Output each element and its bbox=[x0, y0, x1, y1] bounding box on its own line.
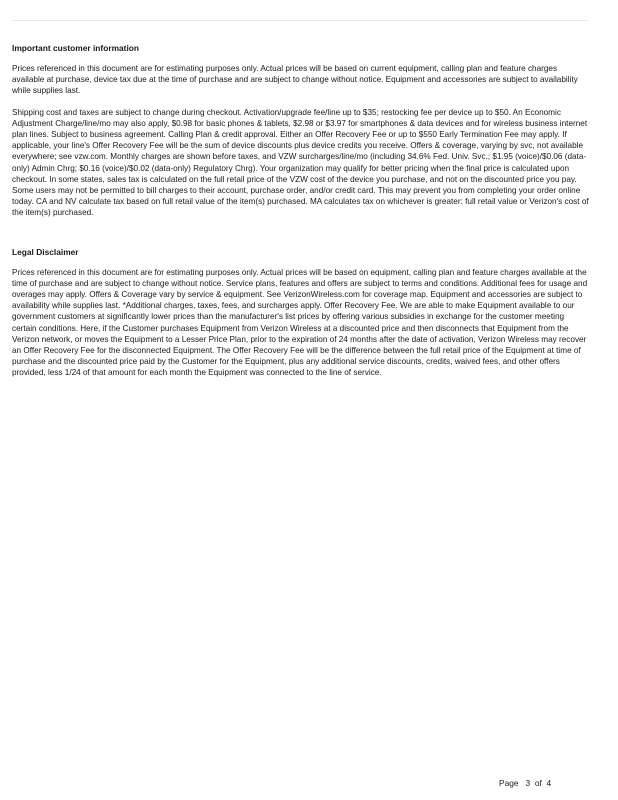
page-number: Page 3 of 4 bbox=[499, 778, 552, 788]
legal-paragraph: Prices referenced in this document are for estimating purposes only. Actual prices will be based on equipment, calling plan and feature charges available at the time of purchase and are subject to change without notice. Service plans, features and offers are subject to terms and conditions. Additional fees for usage and overages may apply. Offers & Coverage vary by service & equipment. See VerizonWireless.com for coverage map. Equipment and accessories are subject to availability while supplies last. *Additional charges, taxes, fees, and surcharges apply. Offer Recovery Fee. We are able to make Equipment available to our government customers at significantly lower prices than the manufacturer's list prices by offering various subsidies in exchange for the customer meeting certain conditions. Here, if the Customer purchases Equipment from Verizon Wireless at a discounted price and then disconnects that Equipment from the Verizon network, or moves the Equipment to a Lesser Price Plan, prior to the expiration of 24 months after the date of activation, Verizon Wireless may recover an Offer Recovery Fee for the disconnected Equipment. The Offer Recovery Fee will be the difference between the full retail price of the Equipment at time of purchase and the discounted price paid by the Customer for the Equipment, plus any additional service discounts, credits, waived fees, and other offers provided, less 1/24 of that amount for each month the Equipment was connected to the line of service. bbox=[12, 267, 588, 378]
legal-disclaimer-section bbox=[12, 247, 590, 379]
important-customer-information-section bbox=[12, 43, 590, 219]
top-divider bbox=[12, 20, 588, 21]
important-paragraph-shipping-taxes: Shipping cost and taxes are subject to change during checkout. Activation/upgrade fee/line up to $35; restocking fee per device up to $50. An Economic Adjustment Charge/line/mo may also apply, $0.98 for basic phones & tablets, $2.98 or $3.97 for smartphones & data devices and for wireless business internet plan lines. Subject to business agreement. Calling Plan & credit approval. Either an Offer Recovery Fee or up to $550 Early Termination Fee may apply. If applicable, your line's Offer Recovery Fee will be the sum of device discounts plus device credits you receive. Offers & coverage, varying by svc, not available everywhere; see vzw.com. Monthly charges are shown before taxes, and VZW surcharges/line/mo (including 34.6% Fed. Univ. Svc.; $1.95 (voice)/$0.06 (data-only) Admin Chrg; $0.16 (voice)/$0.02 (data-only) Regulatory Chrg). Your organization may qualify for better pricing when the final price is calculated upon checkout. In some states, sales tax is calculated on the full retail price of the VZW cost of the device you purchase, and not on the discounted price you pay. Some users may not be permitted to bill charges to their account, purchase order, and/or credit card. This may prevent you from completing your order online today. CA and NV calculate tax based on full retail value of the item(s) purchased. MA calculates tax on whichever is greater: full retail value or Verizon's cost of the item(s) purchased. bbox=[12, 107, 589, 218]
important-paragraph-pricing: Prices referenced in this document are for estimating purposes only. Actual prices will be based on current equipment, calling plan and feature charges available at purchase, device tax due at the time of purchase and are subject to change without notice. Equipment and accessories are subject to availability while supplies last. bbox=[12, 64, 578, 96]
document-body bbox=[12, 40, 590, 389]
section-title-legal: Legal Disclaimer bbox=[12, 246, 79, 257]
section-title-important: Important customer information bbox=[12, 43, 140, 53]
